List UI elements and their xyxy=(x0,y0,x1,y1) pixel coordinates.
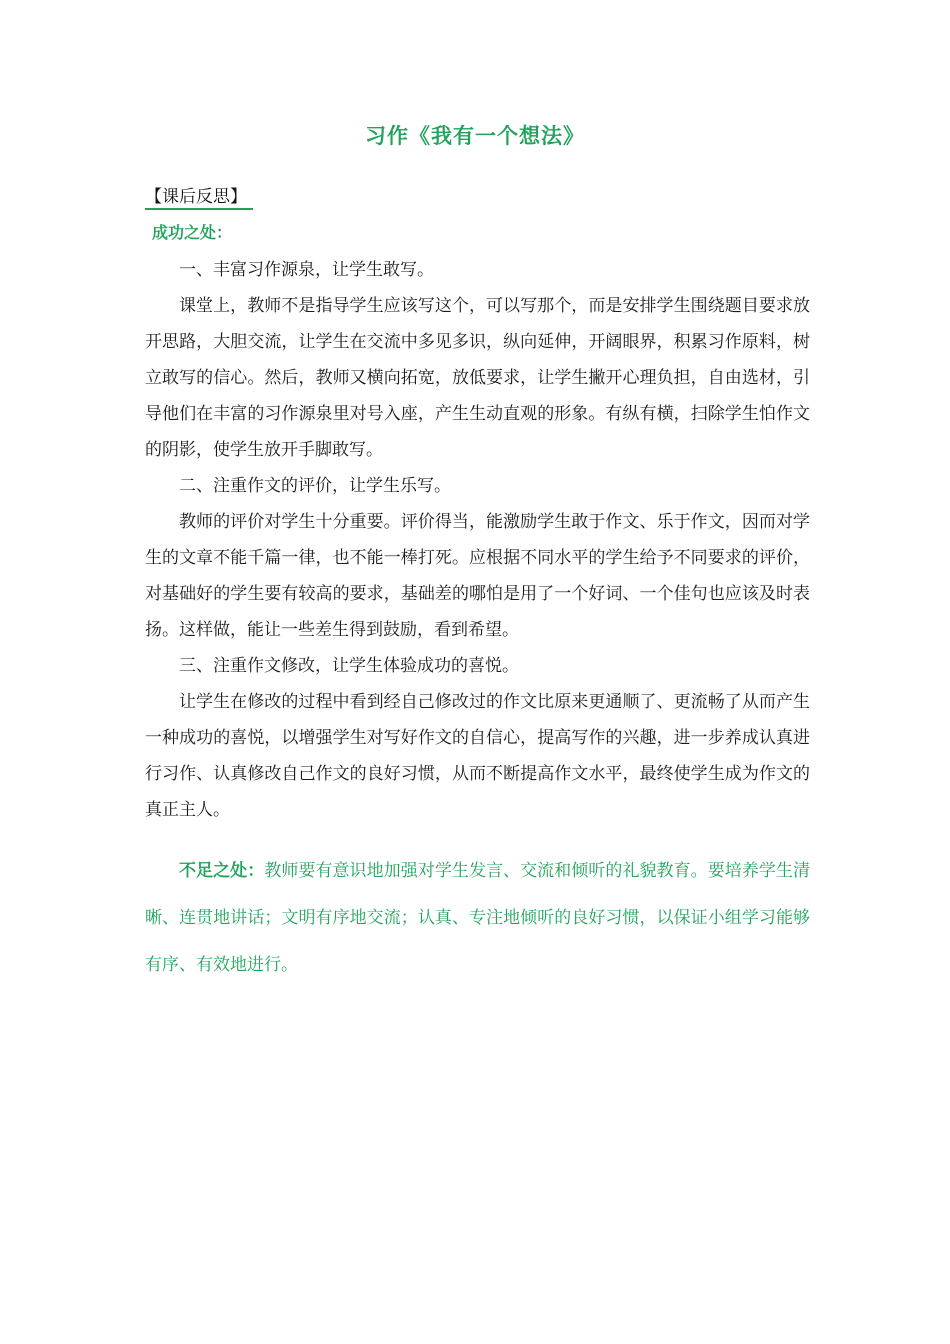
point-heading-3: 三、注重作文修改，让学生体验成功的喜悦。 xyxy=(179,656,519,676)
success-label: 成功之处： xyxy=(152,223,233,242)
document-title: 习作《我有一个想法》 xyxy=(365,124,585,148)
point-heading-2: 二、注重作文的评价，让学生乐写。 xyxy=(179,476,451,496)
paragraph-1: 课堂上，教师不是指导学生应该写这个，可以写那个，而是安排学生围绕题目要求放开思路，大胆交流，让学生在交流中多见多识，纵向延伸，开阔眼界，积累习作原料，树立敢写的信心。然后，教师又横向拓宽，放低要求，让学生撇开心理负担，自由选材，引导他们在丰富的习作源泉里对号入座，产生生动直观的形象。有纵有横，扫除学生怕作文的阴影，使学生放开手脚敢写。 xyxy=(145,296,810,460)
point-heading-1: 一、丰富习作源泉，让学生敢写。 xyxy=(179,260,434,280)
section-header-reflection: 【课后反思】 xyxy=(145,182,253,210)
shortcoming-section xyxy=(145,848,810,989)
shortcoming-text: 教师要有意识地加强对学生发言、交流和倾听的礼貌教育。要培养学生清晰、连贯地讲话；文明有序地交流；认真、专注地倾听的良好习惯，以保证小组学习能够有序、有效地进行。 xyxy=(145,861,811,975)
paragraph-2: 教师的评价对学生十分重要。评价得当，能激励学生敢于作文、乐于作文，因而对学生的文章不能千篇一律，也不能一棒打死。应根据不同水平的学生给予不同要求的评价，对基础好的学生要有较高的要求，基础差的哪怕是用了一个好词、一个佳句也应该及时表扬。这样做，能让一些差生得到鼓励，看到希望。 xyxy=(145,512,810,640)
body-text xyxy=(145,252,810,828)
shortcoming-label: 不足之处： xyxy=(179,861,265,881)
paragraph-3: 让学生在修改的过程中看到经自己修改过的作文比原来更通顺了、更流畅了从而产生一种成功的喜悦，以增强学生对写好作文的自信心，提高写作的兴趣，进一步养成认真进行习作、认真修改自己作文的良好习惯，从而不断提高作文水平，最终使学生成为作文的真正主人。 xyxy=(145,692,810,820)
